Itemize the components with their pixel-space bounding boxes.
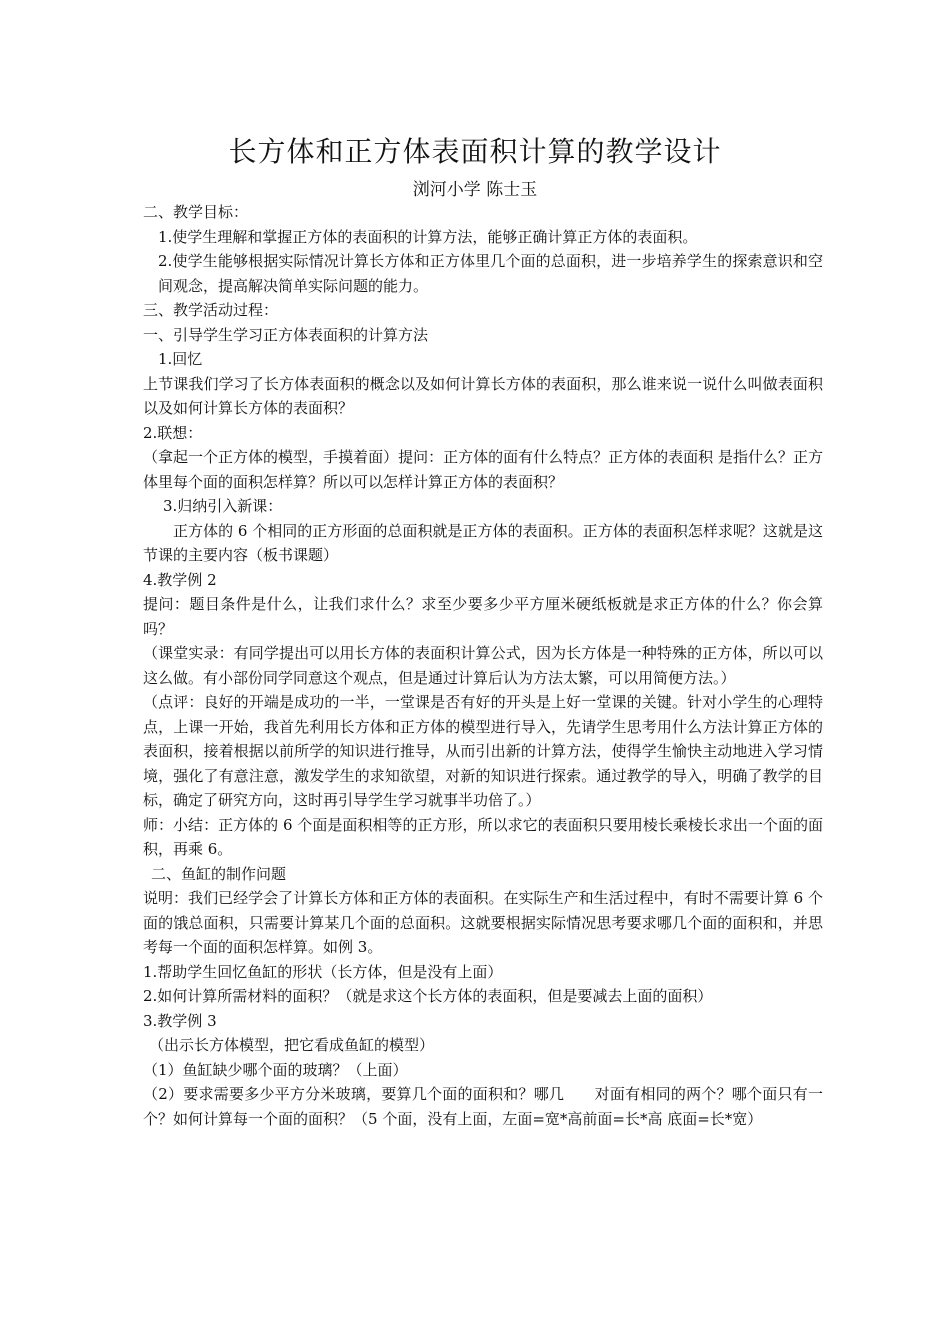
paragraph: 3.教学例 3 bbox=[143, 1011, 217, 1030]
document-body bbox=[143, 200, 823, 1131]
paragraph: 1.回忆 bbox=[158, 350, 203, 368]
paragraph: （1）鱼缸缺少哪个面的玻璃？（上面） bbox=[143, 1060, 408, 1079]
document-title: 长方体和正方体表面积计算的教学设计 bbox=[228, 135, 722, 168]
paragraph: （拿起一个正方体的模型，手摸着面）提问：正方体的面有什么特点？正方体的表面积 是指什么？正方体里每个面的面积怎样算？所以可以怎样计算正方体的表面积？ bbox=[143, 448, 823, 491]
paragraph: 2.使学生能够根据实际情况计算长方体和正方体里几个面的总面积，进一步培养学生的探索意识和空间观念，提高解决简单实际问题的能力。 bbox=[158, 252, 823, 295]
paragraph: 二、鱼缸的制作问题 bbox=[151, 864, 287, 883]
paragraph: 4.教学例 2 bbox=[143, 570, 217, 589]
paragraph: 三、教学活动过程： bbox=[143, 301, 279, 319]
paragraph: 一、引导学生学习正方体表面积的计算方法 bbox=[143, 325, 429, 344]
paragraph: 2.联想： bbox=[143, 423, 203, 442]
paragraph: 二、教学目标： bbox=[143, 203, 249, 221]
paragraph: 1.使学生理解和掌握正方体的表面积的计算方法，能够正确计算正方体的表面积。 bbox=[158, 227, 698, 246]
paragraph: 师：小结：正方体的 6 个面是面积相等的正方形，所以求它的表面积只要用棱长乘棱长求出一个面的面积，再乘 6。 bbox=[143, 815, 823, 858]
paragraph: 3.归纳引入新课： bbox=[163, 497, 283, 515]
paragraph: 2.如何计算所需材料的面积？（就是求这个长方体的表面积，但是要减去上面的面积） bbox=[143, 987, 713, 1005]
paragraph: 上节课我们学习了长方体表面积的概念以及如何计算长方体的表面积，那么谁来说一说什么叫做表面积以及如何计算长方体的表面积？ bbox=[143, 374, 823, 417]
paragraph: 正方体的 6 个相同的正方形面的总面积就是正方体的表面积。正方体的表面积怎样求呢？这就是这节课的主要内容（板书课题） bbox=[143, 521, 823, 564]
document-author: 浏河小学 陈士玉 bbox=[412, 180, 538, 200]
paragraph: 说明：我们已经学会了计算长方体和正方体的表面积。在实际生产和生活过程中，有时不需要计算 6 个面的饿总面积，只需要计算某几个面的总面积。这就要根据实际情况思考要求哪几个面的面积和，并思考每一个面的面积怎样算。如例 3。 bbox=[143, 889, 823, 956]
paragraph: （出示长方体模型，把它看成鱼缸的模型） bbox=[149, 1036, 435, 1054]
paragraph: 1.帮助学生回忆鱼缸的形状（长方体，但是没有上面） bbox=[143, 962, 503, 981]
paragraph: （课堂实录：有同学提出可以用长方体的表面积计算公式，因为长方体是一种特殊的正方体，所以可以这么做。有小部份同学同意这个观点，但是通过计算后认为方法太繁，可以用简便方法。） bbox=[143, 644, 823, 687]
paragraph: （2）要求需要多少平方分米玻璃，要算几个面的面积和？哪几 对面有相同的两个？哪个面只有一个？如何计算每一个面的面积？（5 个面，没有上面，左面=宽*高前面=长*高 底面=长*宽） bbox=[143, 1085, 823, 1128]
paragraph: 提问：题目条件是什么，让我们求什么？求至少要多少平方厘米硬纸板就是求正方体的什么？你会算吗？ bbox=[143, 595, 823, 638]
paragraph: （点评：良好的开端是成功的一半，一堂课是否有好的开头是上好一堂课的关键。针对小学生的心理特点，上课一开始，我首先利用长方体和正方体的模型进行导入，先请学生思考用什么方法计算正方体的表面积，接着根据以前所学的知识进行推导，从而引出新的计算方法，使得学生愉快主动地进入学习情境，强化了有意注意，激发学生的求知欲望，对新的知识进行探索。通过教学的导入，明确了教学的目标，确定了研究方向，这时再引导学生学习就事半功倍了。） bbox=[143, 693, 823, 809]
